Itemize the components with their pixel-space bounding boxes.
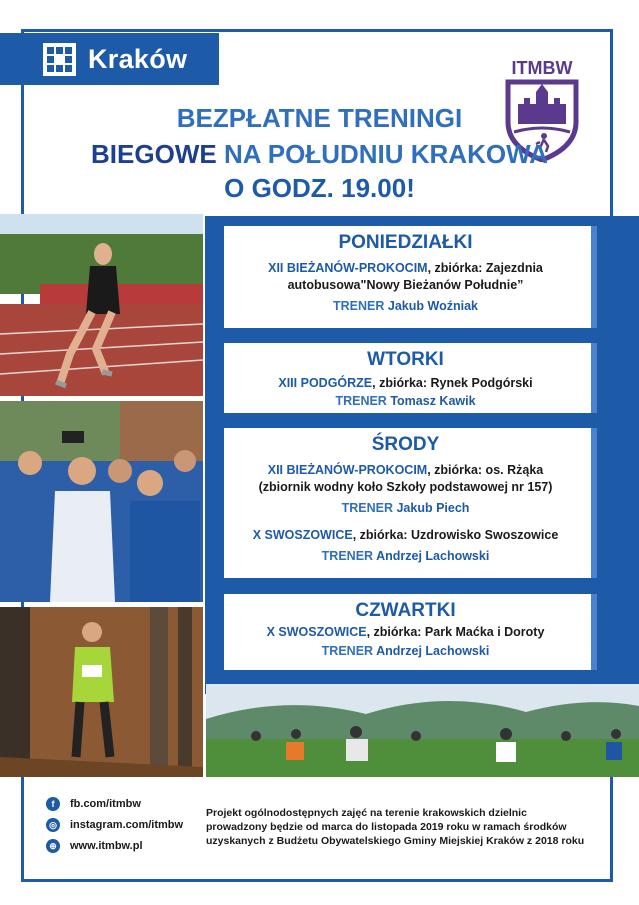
day-title: PONIEDZIAŁKI: [338, 232, 473, 253]
trainer-name: Jakub Woźniak: [387, 299, 478, 313]
footnote-line: Projekt ogólnodostępnych zajęć na terenie krakowskich dzielnic: [206, 807, 527, 819]
website-link[interactable]: www.itmbw.pl: [70, 840, 143, 852]
instagram-link[interactable]: instagram.com/itmbw: [70, 819, 184, 831]
schedule-card-thursday: [224, 594, 591, 670]
crest-text: ITMBW: [511, 58, 573, 78]
trainer: [224, 643, 587, 660]
meeting-point: [224, 624, 587, 641]
footnote-line: prowadzony będzie od marca do listopada 2019 roku w ramach środków: [206, 821, 567, 833]
footnote-line: uzyskanych z Budżetu Obywatelskiego Gminy Miejskiej Kraków z 2018 roku: [206, 835, 585, 847]
meeting-point: [224, 462, 587, 479]
meeting-text: , zbiórka: Zajezdnia: [427, 261, 543, 275]
instagram-icon: ◎: [46, 818, 60, 832]
schedule-card-wednesday: [224, 428, 591, 578]
photo-group-selfie: [0, 401, 203, 602]
meeting-text: , zbiórka: os. Rżąka: [427, 463, 544, 477]
trainer-name: Andrzej Lachowski: [376, 549, 490, 563]
trainer: [224, 298, 587, 315]
photo-outdoor-training: [206, 684, 639, 777]
trainer-label: TRENER: [321, 644, 374, 658]
social-facebook[interactable]: [46, 797, 141, 811]
meeting-point-cont: autobusowa"Nowy Bieżanów Południe”: [287, 278, 524, 292]
project-footnote: [206, 806, 606, 848]
facebook-link[interactable]: fb.com/itmbw: [70, 798, 141, 810]
meeting-point-cont: (zbiornik wodny koło Szkoły podstawowej nr 157): [258, 480, 553, 494]
headline-line-3: O GODZ. 19.00!: [224, 173, 415, 203]
headline-line-2: [0, 139, 639, 170]
krakow-logo-text: Kraków: [88, 43, 188, 74]
trainer-name: Tomasz Kawik: [390, 394, 476, 408]
headline-line-1: BEZPŁATNE TRENINGI: [176, 103, 463, 133]
trainer: [224, 548, 587, 565]
social-website[interactable]: [46, 839, 143, 853]
district-name: XII BIEŻANÓW-PROKOCIM: [268, 261, 428, 275]
day-title: ŚRODY: [371, 434, 440, 455]
krakow-logo: [0, 33, 219, 85]
trainer: [224, 500, 587, 517]
district-name: XIII PODGÓRZE: [278, 376, 373, 390]
trainer: [224, 393, 587, 410]
globe-icon: ⊕: [46, 839, 60, 853]
headline-region: NA POŁUDNIU KRAKOWA: [223, 139, 548, 169]
day-title: WTORKI: [367, 349, 444, 370]
meeting-text: , zbiórka: Park Maćka i Doroty: [366, 625, 545, 639]
day-title: CZWARTKI: [355, 600, 456, 621]
meeting-point: [224, 375, 587, 392]
schedule-card-monday: [224, 226, 591, 328]
meeting-point: [224, 260, 587, 277]
facebook-icon: f: [46, 797, 60, 811]
trainer-label: TRENER: [341, 501, 393, 515]
trainer-label: TRENER: [335, 394, 387, 408]
meeting-text: , zbiórka: Rynek Podgórski: [372, 376, 533, 390]
trainer-name: Jakub Piech: [396, 501, 470, 515]
district-name: XII BIEŻANÓW-PROKOCIM: [267, 463, 428, 477]
district-name: X SWOSZOWICE: [252, 528, 353, 542]
trainer-label: TRENER: [333, 299, 385, 313]
trainer-label: TRENER: [321, 549, 374, 563]
trainer-name: Andrzej Lachowski: [376, 644, 490, 658]
photo-trail-runner: [0, 607, 203, 777]
headline-biegowe: BIEGOWE: [91, 139, 217, 169]
krakow-logo-icon: [43, 43, 76, 76]
meeting-point: [224, 527, 587, 544]
meeting-text: , zbiórka: Uzdrowisko Swoszowice: [352, 528, 559, 542]
social-instagram[interactable]: [46, 818, 183, 832]
photo-runner-track: [0, 214, 203, 396]
schedule-card-tuesday: [224, 343, 591, 413]
district-name: X SWOSZOWICE: [266, 625, 367, 639]
